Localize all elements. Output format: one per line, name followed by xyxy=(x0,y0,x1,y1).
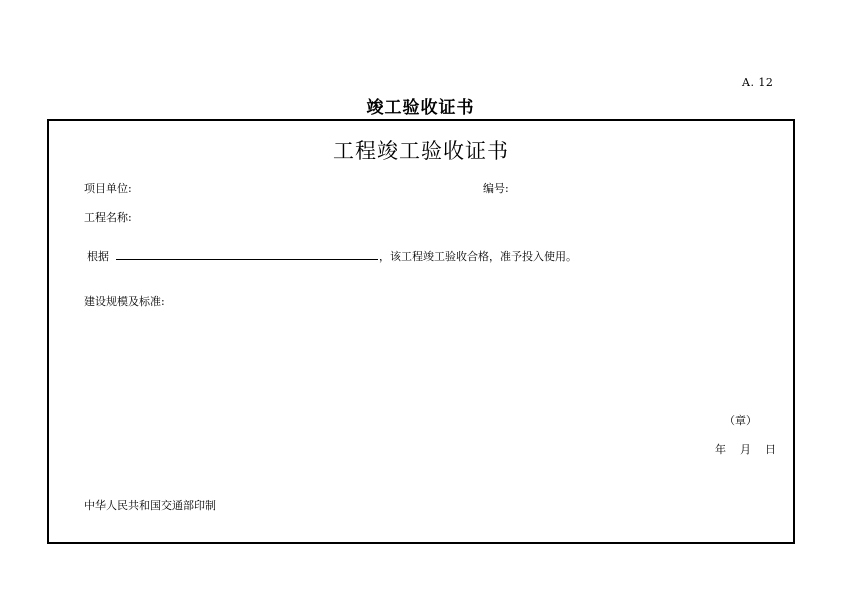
certificate-frame xyxy=(47,119,795,544)
date-line xyxy=(715,441,776,457)
seal-label: （章） xyxy=(724,414,757,427)
certificate-title: 工程竣工验收证书 xyxy=(333,139,509,163)
form-code: A. 12 xyxy=(742,76,774,89)
day-label: 日 xyxy=(765,443,776,456)
number-label: 编号: xyxy=(483,182,509,195)
project-name-label: 工程名称: xyxy=(84,211,132,224)
page-heading: 竣工验收证书 xyxy=(366,98,475,118)
month-label: 月 xyxy=(740,443,751,456)
issuer-label: 中华人民共和国交通部印制 xyxy=(84,499,216,512)
basis-fill-line xyxy=(116,259,378,260)
basis-suffix: ，该工程竣工验收合格，准予投入使用。 xyxy=(379,250,577,263)
project-unit-label: 项目单位: xyxy=(84,182,132,195)
year-label: 年 xyxy=(715,443,726,456)
scale-standard-label: 建设规模及标准: xyxy=(84,295,165,308)
basis-label: 根据 xyxy=(87,250,109,263)
